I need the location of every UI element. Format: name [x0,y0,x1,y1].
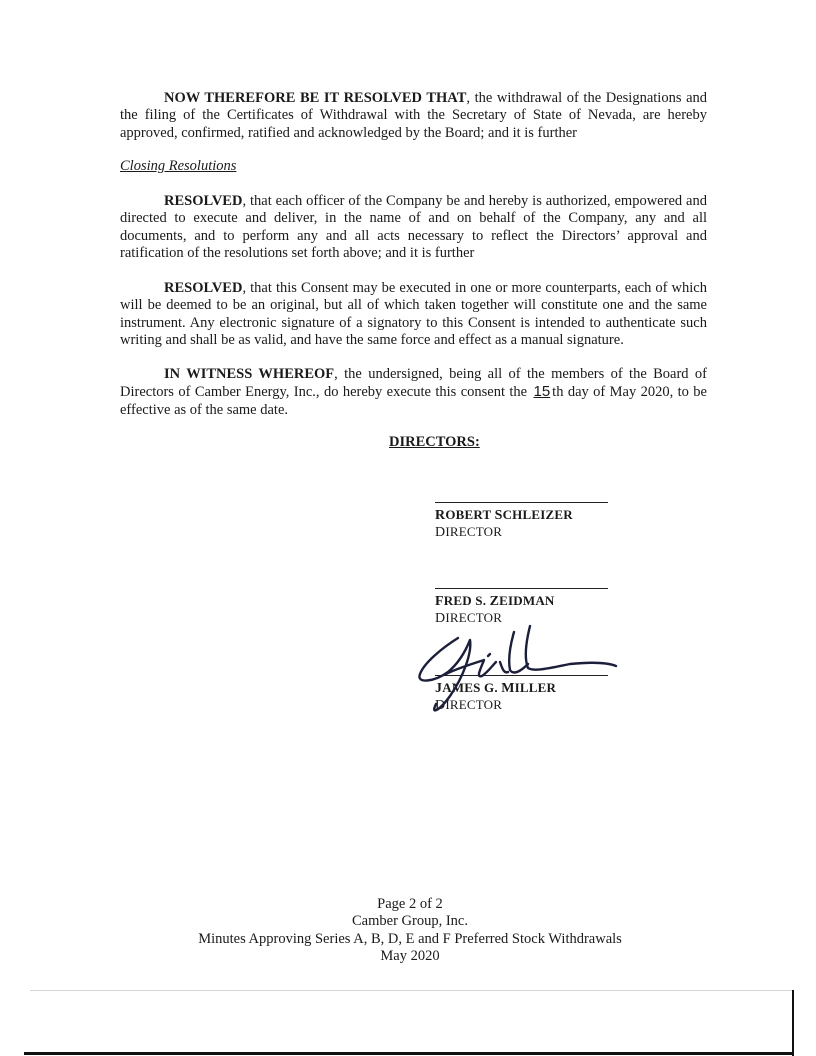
witness-day: 15 [533,383,551,401]
signature-block-schleizer [435,502,610,541]
resolution-paragraph-3 [120,280,707,349]
directors-heading: DIRECTORS: [389,434,480,450]
witness-text-after-day: th day of May 2020, to be effective as of the same date. [120,384,707,418]
witness-text-before-day: , the undersigned, being all of the members of the Board of Directors of Camber Energy, Inc., do hereby execute this consent the [120,366,708,401]
signature-stroke [488,654,490,656]
footer-date: May 2020 [380,947,440,964]
resolution-lead: RESOLVED [164,193,243,209]
scan-edge-line [30,990,792,991]
signature-line [435,588,608,589]
witness-paragraph [120,366,707,419]
signatory-title: DIRECTOR [435,524,503,540]
resolution-lead: RESOLVED [164,280,243,296]
resolution-paragraph-1 [120,90,707,142]
signature-stroke [500,662,508,672]
resolution-text: , that this Consent may be executed in one or more counterparts, each of which will be deemed to be an original, but all of which taken together will constitute one and the same instrument. Any electronic signature of a signatory to this Consent is intended to authenticate such writing and shall be as valid, and have the same force and effect as a manual signature. [120,280,707,348]
signatory-name: JAMES G. MILLER [435,680,557,696]
signatory-title: DIRECTOR [435,610,503,626]
resolution-text: , that each officer of the Company be and hereby is authorized, empowered and directed to execute and deliver, in the name of and on behalf of the Company, any and all documents, and to perform any and all acts necessary to reflect the Directors’ approval and ratification of the resolutions set forth above; and it is further [120,193,707,261]
resolution-paragraph-2 [120,193,707,262]
page-footer [150,896,670,965]
footer-subject: Minutes Approving Series A, B, D, E and F Preferred Stock Withdrawals [198,930,622,947]
footer-company: Camber Group, Inc. [352,913,468,930]
page-number: Page 2 of 2 [377,896,443,912]
witness-lead: IN WITNESS WHEREOF [164,366,335,382]
resolution-lead: NOW THEREFORE BE IT RESOLVED THAT [164,90,467,106]
signatory-title: DIRECTOR [435,697,503,713]
scan-edge-border [792,990,794,1056]
signature-stroke [526,626,616,670]
closing-resolutions-heading: Closing Resolutions [120,158,237,174]
signatory-name: ROBERT SCHLEIZER [435,507,573,523]
signatory-name: FRED S. ZEIDMAN [435,593,555,609]
scan-edge-border [24,1052,794,1055]
signature-line [435,502,608,503]
handwritten-signature [410,618,620,718]
resolution-text: , the withdrawal of the Designations and the filing of the Certificates of Withdrawal with the Secretary of State of Nevada, are hereby approved, confirmed, ratified and acknowledged by the Board; and it is further [120,90,707,141]
